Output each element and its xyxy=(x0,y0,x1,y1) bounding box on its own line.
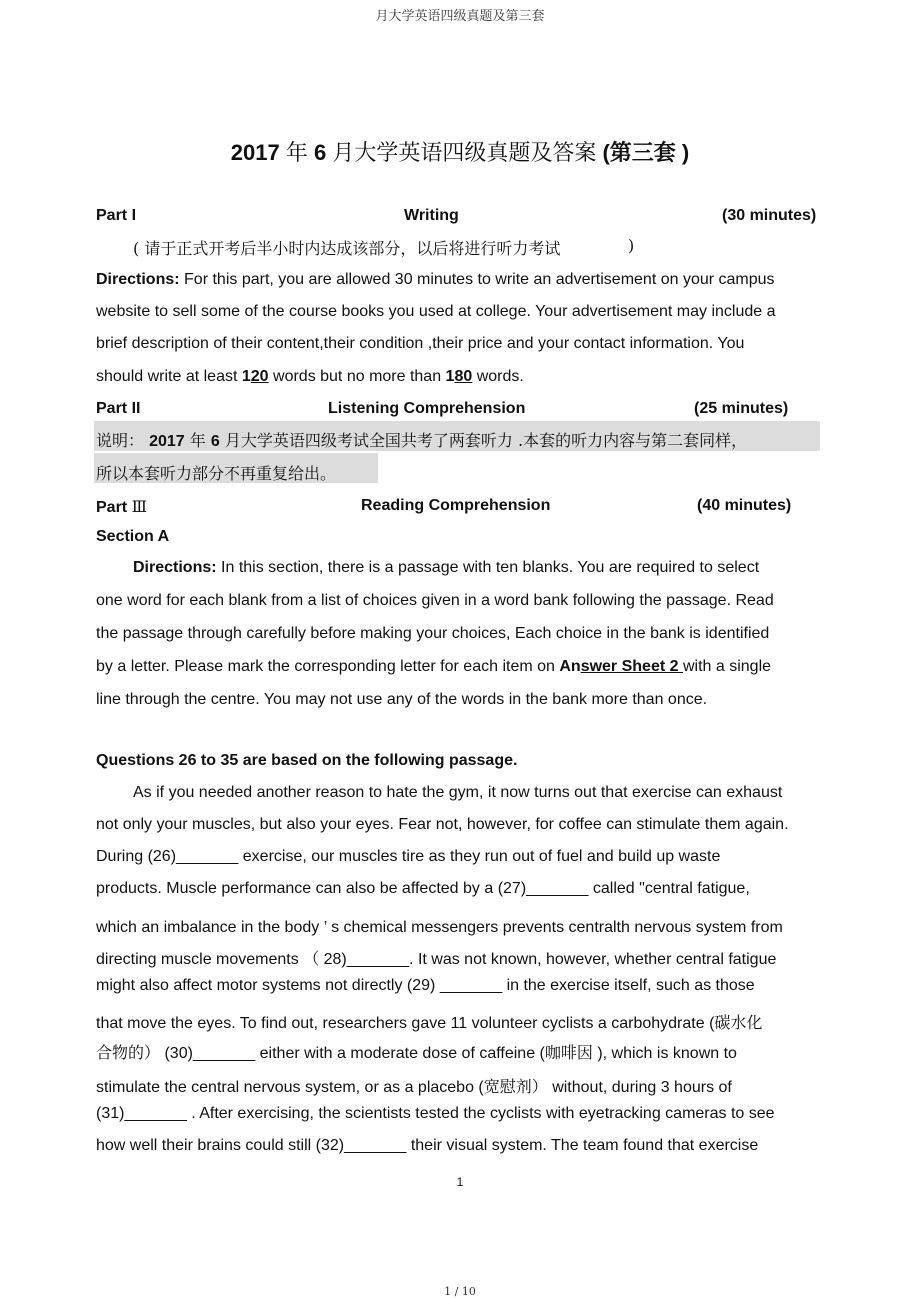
part1-line: website to sell some of the course books you used at college. Your advertisement may include a xyxy=(96,303,776,320)
part2-label: Part II xyxy=(96,400,141,417)
part1-heading: Writing xyxy=(404,207,459,224)
part2-note-line1: 说明： 2017 年 6 月大学英语四级考试全国共考了两套听力 .本套的听力内容与第二套同样， xyxy=(96,431,748,450)
part3-directions-line: one word for each blank from a list of choices given in a word bank following the passage. Read xyxy=(96,592,774,609)
part3-directions-line: by a letter. Please mark the corresponding letter for each item on Answer Sheet 2 with a single xyxy=(96,658,772,675)
part3-directions-line: the passage through carefully before making your choices, Each choice in the bank is identified xyxy=(96,625,770,642)
passage-line: 合物的） (30)_______ either with a moderate dose of caffeine (咖啡因 ), which is known to xyxy=(96,1043,737,1062)
passage-line: directing muscle movements （ 28)_______. It was not known, however, whether central fatigue xyxy=(96,951,777,968)
running-header: 月大学英语四级真题及第三套 xyxy=(375,9,545,24)
passage-line: (31)_______ . After exercising, the scientists tested the cyclists with eyetracking cameras to see xyxy=(96,1105,775,1122)
part2-heading: Listening Comprehension xyxy=(328,400,526,417)
part3-time: (40 minutes) xyxy=(697,497,792,514)
part2-time: (25 minutes) xyxy=(694,400,789,417)
page-title: 2017 年 6 月大学英语四级真题及答案 (第三套 ) xyxy=(230,140,690,166)
section-a-heading: Section A xyxy=(96,528,170,545)
passage-line: which an imbalance in the body ’ s chemical messengers prevents centralth nervous system from xyxy=(96,919,783,936)
part1-directions: Directions: For this part, you are allowed 30 minutes to write an advertisement on your campus xyxy=(96,271,775,288)
passage-line: stimulate the central nervous system, or as a placebo (宽慰剂） without, during 3 hours of xyxy=(96,1077,732,1096)
passage-line: products. Muscle performance can also be affected by a (27)_______ called "central fatigue, xyxy=(96,880,750,897)
part1-time: (30 minutes) xyxy=(722,207,817,224)
part3-directions-line: line through the centre. You may not use any of the words in the bank more than once. xyxy=(96,691,708,708)
passage-line: how well their brains could still (32)_______ their visual system. The team found that exercise xyxy=(96,1137,759,1154)
passage-line: not only your muscles, but also your eyes. Fear not, however, for coffee can stimulate them again. xyxy=(96,816,789,833)
passage-line: During (26)_______ exercise, our muscles tire as they run out of fuel and build up waste xyxy=(96,848,721,865)
questions-heading: Questions 26 to 35 are based on the following passage. xyxy=(96,752,518,769)
part1-label: Part I xyxy=(96,207,137,224)
page-number: 1 xyxy=(456,1175,464,1189)
passage-line: that move the eyes. To find out, researchers gave 11 volunteer cyclists a carbohydrate (碳水化 xyxy=(96,1013,763,1032)
part1-word-limit: should write at least 120 words but no more than 180 words. xyxy=(96,368,524,385)
part2-note-line2: 所以本套听力部分不再重复给出。 xyxy=(96,464,337,483)
part1-note-close: ) xyxy=(628,236,635,255)
part3-heading: Reading Comprehension xyxy=(361,497,551,514)
part1-note: ( 请于正式开考后半小时内达成该部分，以后将进行听力考试 xyxy=(133,239,561,258)
passage-line: might also affect motor systems not directly (29) _______ in the exercise itself, such as those xyxy=(96,977,755,994)
part3-directions: Directions: In this section, there is a passage with ten blanks. You are required to select xyxy=(133,559,760,576)
part3-label: Part Ⅲ xyxy=(96,497,148,516)
page-footer: 1 / 10 xyxy=(444,1285,476,1298)
passage-line: As if you needed another reason to hate the gym, it now turns out that exercise can exhaust xyxy=(133,784,783,801)
part1-line: brief description of their content,their condition ,their price and your contact information. You xyxy=(96,335,745,352)
